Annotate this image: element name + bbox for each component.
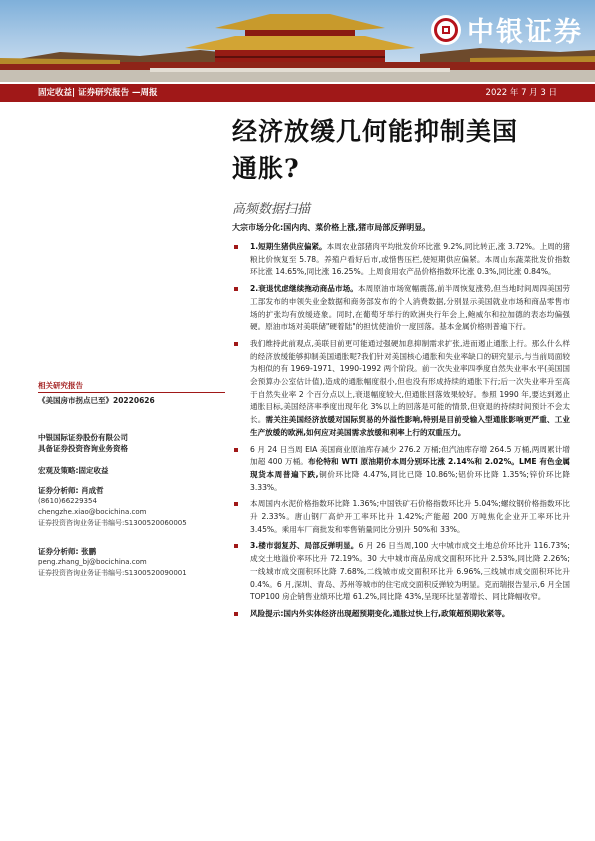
report-title-line2: 通胀?	[232, 154, 300, 183]
paragraph-emphasis: 布伦特和 WTI 原油期价本周分别环比涨 2.14%和 2.02%。LME 有色金属现货本周普遍下跌,	[250, 457, 570, 479]
related-reports	[38, 380, 223, 391]
boc-logo-icon	[431, 15, 461, 45]
company-license: 具备证券投资咨询业务资格	[38, 444, 128, 453]
lead-summary: 大宗市场分化:国内肉、菜价格上涨,猪市局部反弹明显。	[232, 223, 431, 232]
related-heading: 相关研究报告	[38, 381, 83, 390]
paragraph-text: 本周原油市场宽幅震荡,前半周恢复涨势,但当地时间周四美国劳工部发布的申领失业金数据和商务部发布的个人消费数据,分别显示美国就业市场和商品零售市场的扩张均有放缓迹象。同时,在葡萄牙举行的欧洲央行年会上,鲍威尔和拉加德的表态均偏强硬。原油市场对美联储"硬着陆"的担忧使油价一度回落。基本金属价格则普遍下行。	[250, 284, 571, 332]
bullet-marker	[234, 544, 238, 548]
report-date: 2022 年 7 月 3 日	[485, 88, 557, 98]
paragraph-text: 6 月 24 日当周 EIA 美国商业原油库存减少 276.2 万桶;但汽油库存增 264.5 万桶,两周累计增加超 400 万桶。	[250, 444, 570, 467]
sidebar-divider	[38, 392, 225, 393]
analyst-2	[38, 546, 223, 579]
paragraph-emphasis: 需关注美国经济放缓对国际贸易的外溢性影响,特别是目前受输入型通胀影响更严重、工业生产放缓的欧洲,如何应对美国需求放缓和利率上行的双重压力。	[250, 415, 570, 437]
bullet-marker	[234, 502, 238, 506]
brand-name: 中银证券	[467, 17, 583, 48]
paragraph-heading: 2.衰退忧虑继续拖动商品市场。	[250, 284, 358, 294]
analyst2-cert: 证券投资咨询业务证书编号:S1300520090001	[38, 569, 187, 577]
bullet-marker	[234, 287, 238, 291]
report-body	[232, 241, 570, 625]
report-title	[232, 113, 562, 187]
report-category: 固定收益| 证券研究报告 —周报	[38, 88, 158, 98]
paragraph-text: 6 月 26 日当周,100 大中城市成交土地总价环比升 116.73%;成交土地溢价率环比升 72.19%。30 大中城市商品房成交面积环比升 2.53%,同比降 2.26%;一线城市成交面积环比降 7.68%,二线城市成交面积环比升 6.96%,三线城市成交面积环比升 0.4%。6 月,深圳、青岛、苏州等城市的住宅成交面积反弹较为明显。克而瑞报告显示,6 月全国 TOP100 房企销售业绩环比增 61.2%,同比降 43%,呈现环比显著增长、同比降幅收窄。	[250, 541, 570, 602]
analyst2-name: 张鹏	[81, 547, 97, 556]
paragraph-emphasis: 国内外实体经济出现超预期变化,通胀过快上行,政策超预期收紧等。	[283, 608, 510, 618]
analyst2-label: 证券分析师:	[38, 547, 79, 556]
related-report-link[interactable]: 《美国房市拐点已至》20220626	[38, 396, 155, 405]
analyst-1	[38, 485, 223, 529]
paragraph-text-2: 铜价环比降 4.47%,同比已降 10.86%;铝价环比降 1.35%;锌价环比降 3.33%。	[250, 469, 570, 492]
bullet-marker	[234, 612, 238, 616]
brand-logo	[431, 10, 583, 49]
paragraph-inflation	[232, 338, 570, 440]
analyst1-cert: 证券投资咨询业务证书编号:S1300520060005	[38, 519, 187, 527]
report-header-bar	[0, 84, 595, 102]
report-title-line1: 经济放缓几何能抑制美国	[232, 117, 519, 146]
related-list	[38, 395, 223, 406]
paragraph-industry	[232, 498, 570, 536]
strategy-text: 宏观及策略:固定收益	[38, 466, 109, 475]
paragraph-oil	[232, 444, 570, 495]
paragraph-heading: 1.短期生猪供应偏紧。	[250, 242, 327, 251]
report-subtitle: 高频数据扫描	[232, 202, 311, 217]
bullet-marker	[234, 448, 238, 452]
analyst1-label: 证券分析师:	[38, 486, 79, 495]
paragraph-risk	[232, 608, 570, 621]
header-banner	[0, 0, 595, 82]
paragraph-pork	[232, 241, 570, 279]
analyst2-email[interactable]: peng.zhang_bj@bocichina.com	[38, 558, 147, 566]
paragraph-heading: 风险提示:	[250, 608, 284, 618]
paragraph-commodities	[232, 283, 570, 334]
analyst1-email[interactable]: chengzhe.xiao@bocichina.com	[38, 508, 147, 516]
analyst1-phone: (8610)66229354	[38, 497, 97, 505]
paragraph-property	[232, 540, 570, 604]
company-name: 中银国际证券股份有限公司	[38, 433, 128, 442]
paragraph-text: 本周国内水泥价格指数环比降 1.36%;中国铁矿石价格指数环比升 5.04%;螺纹钢价格指数环比升 2.33%。唐山钢厂高炉开工率环比升 1.42%;产能超 200 万吨焦化企业开工率环比升 3.45%。乘用车厂商批发和零售销量同比分别升 50%和 33%。	[250, 499, 570, 534]
analyst1-name: 肖成哲	[81, 486, 104, 495]
strategy-label	[38, 465, 223, 476]
company-info	[38, 432, 223, 454]
bullet-marker	[234, 342, 238, 346]
paragraph-heading: 3.楼市弱复苏、局部反弹明显。	[250, 541, 359, 551]
bullet-marker	[234, 245, 238, 249]
paragraph-text: 本周农业部猪肉平均批发价环比涨 9.2%,同比转正,涨 3.72%。上周的猪粮比价恢复至 5.78。养殖户看好后市,或惜售压栏,使短期供应偏紧。本周山东蔬菜批发价指数环比涨 14.65%,同比涨 16.25%。上周食用农产品价格指数环比涨 0.3%,同比涨 0.84%。	[250, 242, 570, 277]
paragraph-text: 我们维持此前观点,美联目前更可能通过强硬加息抑制需求扩张,进而遏止通胀上行。那么什么样的经济放缓能够抑制美国通胀呢?我们针对美国核心通胀和失业率缺口的研究显示,与当前局面较为相似的有 1969-1971、1990-1992 两个阶段。前一次失业率四季度自然失业率水平(美国国会预算办公室估计值),造成的通胀幅度很小,但也没有形成持续的通胀下行;后一次失业率升至高于自然失业率 2 个百分点以上,衰退幅度较大,但通胀回落效果较好。参照 1990 年,要达到遏止通胀目标,美国经济率季度出现年化 3%以上的回落是可能的情景,但衰退的持续时间预计不会太长。	[250, 338, 570, 425]
